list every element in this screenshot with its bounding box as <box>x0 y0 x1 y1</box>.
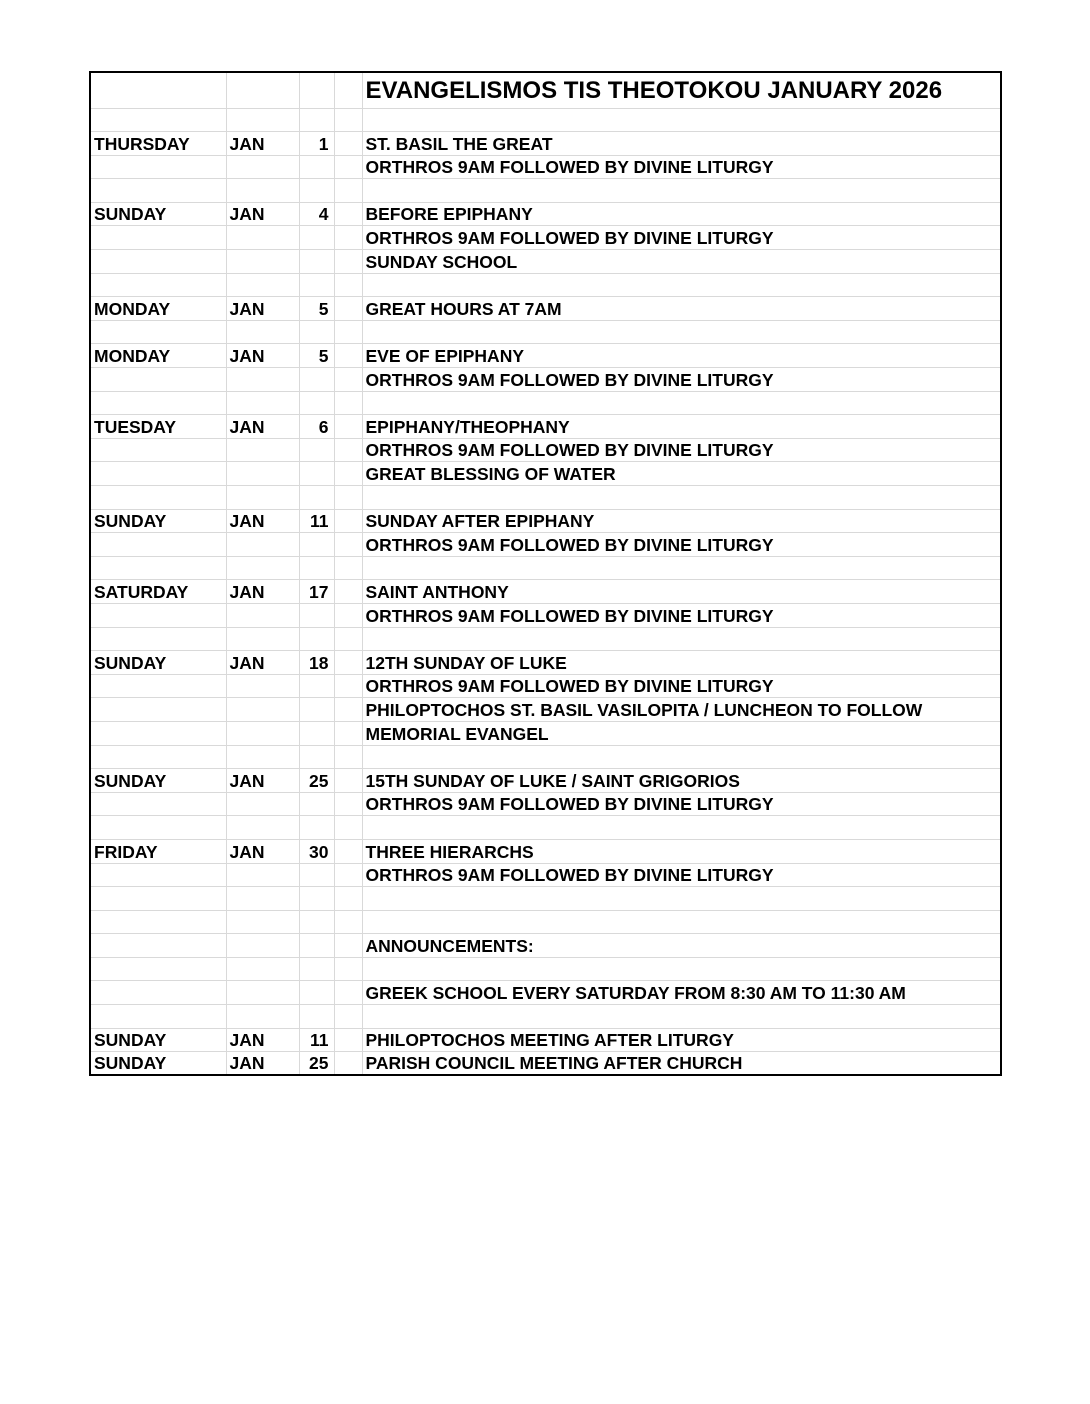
cell-event <box>362 273 1001 297</box>
cell-event: 12TH SUNDAY OF LUKE <box>362 651 1001 675</box>
cell-date <box>299 816 334 840</box>
cell-date: 18 <box>299 651 334 675</box>
cell-date <box>299 627 334 651</box>
cell-event: SUNDAY AFTER EPIPHANY <box>362 509 1001 533</box>
cell-event: ORTHROS 9AM FOLLOWED BY DIVINE LITURGY <box>362 533 1001 557</box>
schedule-table <box>89 71 1002 1076</box>
cell-day <box>90 486 226 510</box>
cell-event: BEFORE EPIPHANY <box>362 202 1001 226</box>
cell-date <box>299 887 334 911</box>
cell-day: SUNDAY <box>90 651 226 675</box>
cell-day <box>90 108 226 132</box>
schedule-row <box>90 887 1001 911</box>
schedule-row <box>90 674 1001 698</box>
cell-day <box>90 887 226 911</box>
cell-day <box>90 368 226 392</box>
cell-day <box>90 981 226 1005</box>
cell-month <box>226 721 299 745</box>
cell-spacer <box>334 887 362 911</box>
cell-day <box>90 792 226 816</box>
cell-event <box>362 486 1001 510</box>
cell-day <box>90 603 226 627</box>
cell-spacer <box>334 250 362 274</box>
cell-spacer <box>334 72 362 108</box>
cell-month: JAN <box>226 1052 299 1076</box>
cell-day <box>90 533 226 557</box>
schedule-row <box>90 769 1001 793</box>
cell-spacer <box>334 721 362 745</box>
cell-date <box>299 486 334 510</box>
cell-event: ORTHROS 9AM FOLLOWED BY DIVINE LITURGY <box>362 438 1001 462</box>
cell-event <box>362 627 1001 651</box>
schedule-row <box>90 1005 1001 1029</box>
cell-month <box>226 627 299 651</box>
cell-spacer <box>334 863 362 887</box>
cell-month: JAN <box>226 297 299 321</box>
cell-day <box>90 320 226 344</box>
schedule-row <box>90 957 1001 981</box>
schedule-row <box>90 368 1001 392</box>
cell-spacer <box>334 981 362 1005</box>
schedule-row <box>90 533 1001 557</box>
cell-date <box>299 792 334 816</box>
cell-date: 4 <box>299 202 334 226</box>
cell-day <box>90 698 226 722</box>
cell-event <box>362 745 1001 769</box>
cell-date <box>299 320 334 344</box>
cell-event: ORTHROS 9AM FOLLOWED BY DIVINE LITURGY <box>362 674 1001 698</box>
schedule-row <box>90 1052 1001 1076</box>
cell-spacer <box>334 462 362 486</box>
cell-day <box>90 934 226 958</box>
cell-date: 5 <box>299 344 334 368</box>
cell-date <box>299 721 334 745</box>
cell-month <box>226 603 299 627</box>
cell-month: JAN <box>226 509 299 533</box>
cell-day <box>90 863 226 887</box>
cell-day <box>90 179 226 203</box>
cell-month <box>226 72 299 108</box>
cell-spacer <box>334 202 362 226</box>
cell-month <box>226 438 299 462</box>
cell-day: MONDAY <box>90 344 226 368</box>
cell-event: ORTHROS 9AM FOLLOWED BY DIVINE LITURGY <box>362 792 1001 816</box>
cell-event <box>362 320 1001 344</box>
schedule-row <box>90 792 1001 816</box>
cell-day <box>90 957 226 981</box>
schedule-row <box>90 486 1001 510</box>
cell-date <box>299 981 334 1005</box>
cell-spacer <box>334 603 362 627</box>
cell-date <box>299 533 334 557</box>
cell-month: JAN <box>226 839 299 863</box>
cell-day <box>90 72 226 108</box>
cell-month <box>226 674 299 698</box>
cell-date <box>299 438 334 462</box>
schedule-row <box>90 839 1001 863</box>
cell-date <box>299 250 334 274</box>
cell-day: SUNDAY <box>90 202 226 226</box>
cell-spacer <box>334 297 362 321</box>
schedule-row <box>90 438 1001 462</box>
schedule-row <box>90 745 1001 769</box>
schedule-row <box>90 910 1001 934</box>
cell-month <box>226 273 299 297</box>
cell-month <box>226 934 299 958</box>
cell-date <box>299 273 334 297</box>
cell-spacer <box>334 486 362 510</box>
cell-event: ORTHROS 9AM FOLLOWED BY DIVINE LITURGY <box>362 226 1001 250</box>
cell-date <box>299 910 334 934</box>
cell-day: TUESDAY <box>90 415 226 439</box>
cell-event: 15TH SUNDAY OF LUKE / SAINT GRIGORIOS <box>362 769 1001 793</box>
cell-event: SAINT ANTHONY <box>362 580 1001 604</box>
cell-day <box>90 627 226 651</box>
cell-month: JAN <box>226 415 299 439</box>
cell-month: JAN <box>226 580 299 604</box>
cell-day <box>90 250 226 274</box>
cell-month <box>226 981 299 1005</box>
cell-event: ORTHROS 9AM FOLLOWED BY DIVINE LITURGY <box>362 368 1001 392</box>
cell-event: PARISH COUNCIL MEETING AFTER CHURCH <box>362 1052 1001 1076</box>
schedule-row <box>90 415 1001 439</box>
cell-spacer <box>334 533 362 557</box>
cell-event: PHILOPTOCHOS ST. BASIL VASILOPITA / LUNCHEON TO FOLLOW <box>362 698 1001 722</box>
schedule-row <box>90 698 1001 722</box>
cell-month <box>226 698 299 722</box>
schedule-row <box>90 863 1001 887</box>
cell-spacer <box>334 344 362 368</box>
cell-day <box>90 556 226 580</box>
cell-date: 30 <box>299 839 334 863</box>
cell-spacer <box>334 769 362 793</box>
cell-date <box>299 934 334 958</box>
cell-date: 17 <box>299 580 334 604</box>
schedule-row <box>90 462 1001 486</box>
cell-day: THURSDAY <box>90 132 226 156</box>
cell-day: SATURDAY <box>90 580 226 604</box>
cell-date <box>299 108 334 132</box>
cell-date: 11 <box>299 1028 334 1052</box>
cell-date: 25 <box>299 1052 334 1076</box>
cell-day <box>90 721 226 745</box>
cell-event: SUNDAY SCHOOL <box>362 250 1001 274</box>
cell-event: MEMORIAL EVANGEL <box>362 721 1001 745</box>
schedule-row <box>90 202 1001 226</box>
cell-day: FRIDAY <box>90 839 226 863</box>
cell-event: EPIPHANY/THEOPHANY <box>362 415 1001 439</box>
cell-spacer <box>334 934 362 958</box>
cell-date: 25 <box>299 769 334 793</box>
cell-spacer <box>334 580 362 604</box>
cell-month <box>226 155 299 179</box>
schedule-row <box>90 580 1001 604</box>
cell-day <box>90 462 226 486</box>
cell-spacer <box>334 226 362 250</box>
cell-day: SUNDAY <box>90 769 226 793</box>
cell-month <box>226 368 299 392</box>
cell-event: GREAT HOURS AT 7AM <box>362 297 1001 321</box>
cell-event: GREEK SCHOOL EVERY SATURDAY FROM 8:30 AM TO 11:30 AM <box>362 981 1001 1005</box>
cell-spacer <box>334 839 362 863</box>
cell-event: EVE OF EPIPHANY <box>362 344 1001 368</box>
cell-month <box>226 792 299 816</box>
schedule-row <box>90 297 1001 321</box>
cell-month: JAN <box>226 769 299 793</box>
cell-month <box>226 179 299 203</box>
cell-date: 11 <box>299 509 334 533</box>
schedule-row <box>90 320 1001 344</box>
schedule-row <box>90 1028 1001 1052</box>
cell-day <box>90 1005 226 1029</box>
cell-month <box>226 108 299 132</box>
cell-event: GREAT BLESSING OF WATER <box>362 462 1001 486</box>
schedule-row <box>90 391 1001 415</box>
cell-spacer <box>334 792 362 816</box>
schedule-row <box>90 603 1001 627</box>
cell-spacer <box>334 132 362 156</box>
cell-spacer <box>334 108 362 132</box>
schedule-row <box>90 226 1001 250</box>
cell-event: THREE HIERARCHS <box>362 839 1001 863</box>
cell-date <box>299 556 334 580</box>
cell-spacer <box>334 1028 362 1052</box>
cell-event <box>362 1005 1001 1029</box>
schedule-row <box>90 132 1001 156</box>
cell-date <box>299 462 334 486</box>
schedule-row <box>90 556 1001 580</box>
cell-day: MONDAY <box>90 297 226 321</box>
cell-spacer <box>334 816 362 840</box>
cell-spacer <box>334 415 362 439</box>
cell-month <box>226 226 299 250</box>
cell-month <box>226 391 299 415</box>
cell-date <box>299 674 334 698</box>
cell-event <box>362 957 1001 981</box>
schedule-row <box>90 816 1001 840</box>
cell-date <box>299 368 334 392</box>
cell-event: ORTHROS 9AM FOLLOWED BY DIVINE LITURGY <box>362 603 1001 627</box>
cell-spacer <box>334 368 362 392</box>
cell-month <box>226 533 299 557</box>
cell-date <box>299 1005 334 1029</box>
cell-spacer <box>334 674 362 698</box>
cell-month <box>226 250 299 274</box>
cell-event: ORTHROS 9AM FOLLOWED BY DIVINE LITURGY <box>362 863 1001 887</box>
schedule-row <box>90 981 1001 1005</box>
cell-event <box>362 910 1001 934</box>
cell-month: JAN <box>226 651 299 675</box>
cell-day: SUNDAY <box>90 1028 226 1052</box>
cell-day <box>90 674 226 698</box>
cell-month <box>226 887 299 911</box>
cell-day <box>90 273 226 297</box>
cell-spacer <box>334 556 362 580</box>
cell-spacer <box>334 910 362 934</box>
cell-month <box>226 462 299 486</box>
cell-spacer <box>334 273 362 297</box>
schedule-row <box>90 627 1001 651</box>
cell-month <box>226 1005 299 1029</box>
cell-month <box>226 745 299 769</box>
cell-date <box>299 72 334 108</box>
cell-spacer <box>334 391 362 415</box>
cell-date <box>299 155 334 179</box>
cell-spacer <box>334 745 362 769</box>
cell-day <box>90 816 226 840</box>
cell-event: ORTHROS 9AM FOLLOWED BY DIVINE LITURGY <box>362 155 1001 179</box>
cell-event: ANNOUNCEMENTS: <box>362 934 1001 958</box>
cell-event: ST. BASIL THE GREAT <box>362 132 1001 156</box>
cell-date <box>299 698 334 722</box>
cell-month: JAN <box>226 202 299 226</box>
cell-spacer <box>334 627 362 651</box>
schedule-row <box>90 934 1001 958</box>
cell-day <box>90 226 226 250</box>
cell-spacer <box>334 320 362 344</box>
cell-day: SUNDAY <box>90 1052 226 1076</box>
cell-event <box>362 391 1001 415</box>
cell-spacer <box>334 957 362 981</box>
schedule-row <box>90 155 1001 179</box>
cell-day: SUNDAY <box>90 509 226 533</box>
cell-spacer <box>334 155 362 179</box>
cell-month <box>226 320 299 344</box>
schedule-row <box>90 344 1001 368</box>
cell-month: JAN <box>226 1028 299 1052</box>
cell-day <box>90 391 226 415</box>
cell-month <box>226 486 299 510</box>
cell-date <box>299 226 334 250</box>
cell-event <box>362 816 1001 840</box>
cell-day <box>90 910 226 934</box>
cell-month <box>226 556 299 580</box>
cell-event <box>362 887 1001 911</box>
schedule-row <box>90 509 1001 533</box>
cell-spacer <box>334 1052 362 1076</box>
cell-date <box>299 179 334 203</box>
cell-month <box>226 957 299 981</box>
cell-date: 5 <box>299 297 334 321</box>
cell-month: JAN <box>226 132 299 156</box>
cell-spacer <box>334 1005 362 1029</box>
cell-date <box>299 957 334 981</box>
cell-event <box>362 556 1001 580</box>
cell-month <box>226 816 299 840</box>
cell-day <box>90 438 226 462</box>
cell-date: 6 <box>299 415 334 439</box>
cell-day <box>90 155 226 179</box>
cell-date <box>299 745 334 769</box>
schedule-row <box>90 721 1001 745</box>
schedule-row <box>90 250 1001 274</box>
cell-event: PHILOPTOCHOS MEETING AFTER LITURGY <box>362 1028 1001 1052</box>
cell-month: JAN <box>226 344 299 368</box>
schedule-row <box>90 179 1001 203</box>
cell-spacer <box>334 179 362 203</box>
cell-event <box>362 108 1001 132</box>
cell-spacer <box>334 509 362 533</box>
cell-spacer <box>334 438 362 462</box>
title-row <box>90 72 1001 108</box>
cell-spacer <box>334 651 362 675</box>
schedule-row <box>90 651 1001 675</box>
cell-date <box>299 603 334 627</box>
cell-date <box>299 863 334 887</box>
cell-day <box>90 745 226 769</box>
cell-date: 1 <box>299 132 334 156</box>
cell-date <box>299 391 334 415</box>
cell-event <box>362 179 1001 203</box>
schedule-row <box>90 108 1001 132</box>
page-title: EVANGELISMOS TIS THEOTOKOU JANUARY 2026 <box>362 72 1001 108</box>
cell-spacer <box>334 698 362 722</box>
cell-month <box>226 910 299 934</box>
cell-month <box>226 863 299 887</box>
schedule-row <box>90 273 1001 297</box>
